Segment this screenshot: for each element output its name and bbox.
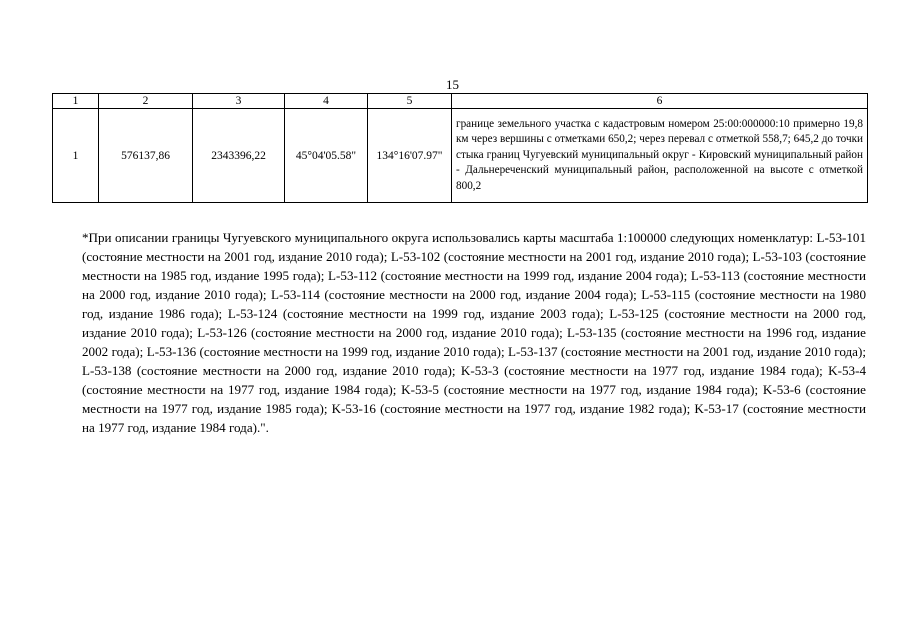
y-coordinate-cell: 2343396,22 (193, 109, 285, 203)
table-header-cell: 1 (53, 94, 99, 109)
x-coordinate-cell: 576137,86 (99, 109, 193, 203)
latitude-cell: 45°04'05.58" (285, 109, 368, 203)
table-header-cell: 5 (368, 94, 452, 109)
table-header-cell: 4 (285, 94, 368, 109)
table-header-cell: 3 (193, 94, 285, 109)
map-sources-footnote: *При описании границы Чугуевского муниципального округа использовались карты масштаба 1:100000 следующих номенклатур: L-53-101 (состояние местности на 2001 год, издание 2010 года); L-53-102 (состояние местности на 2001 год, издание 2010 года); L-53-103 (состояние местности на 1985 год, издание 1995 года); L-53-112 (состояние местности на 1999 год, издание 2004 года); L-53-113 (состояние местности на 2000 год, издание 2010 года); L-53-114 (состояние местности на 2000 год, издание 2004 года); L-53-115 (состояние местности на 1980 год, издание 1986 года); L-53-124 (состояние местности на 1999 год, издание 2003 года); L-53-125 (состояние местности на 2000 год, издание 2010 года); L-53-126 (состояние местности на 2000 год, издание 2010 года); L-53-135 (состояние местности на 1996 год, издание 2002 года); L-53-136 (состояние местности на 1999 год, издание 2010 года); L-53-137 (состояние местности на 2001 год, издание 2010 года); L-53-138 (состояние местности на 2000 год, издание 2010 года); K-53-3 (состояние местности на 1977 год, издание 1984 года); K-53-4 (состояние местности на 1977 год, издание 1984 года); K-53-5 (состояние местности на 1977 год, издание 1984 года); K-53-6 (состояние местности на 1977 год, издание 1985 года); K-53-16 (состояние местности на 1977 год, издание 1982 года); K-53-17 (состояние местности на 1977 год, издание 1984 года).". (82, 230, 866, 436)
table-header-cell: 2 (99, 94, 193, 109)
boundary-coordinates-table (52, 93, 868, 203)
point-number-cell: 1 (53, 109, 99, 203)
page-number: 15 (446, 77, 459, 92)
table-header-cell: 6 (452, 94, 868, 109)
boundary-description-cell: границе земельного участка с кадастровым номером 25:00:000000:10 примерно 19,8 км через вершины с отметками 650,2; через перевал с отметкой 558,7; 645,2 до точки стыка границ Чугуевский муниципальный округ - Кировский муниципальный район - Дальнереченский муниципальный район, расположенной на высоте с отметкой 800,2 (452, 109, 868, 203)
table-row (53, 109, 868, 203)
table-header-row (53, 94, 868, 109)
longitude-cell: 134°16'07.97" (368, 109, 452, 203)
